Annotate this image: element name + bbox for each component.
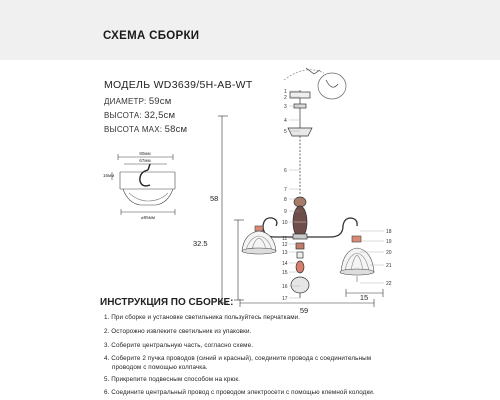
part-number-18: 18 — [386, 229, 392, 235]
instruction-step: 3. Соберите центральную часть, согласно схеме. — [104, 342, 254, 349]
part-number-7: 7 — [284, 187, 287, 193]
part-number-19: 19 — [386, 239, 392, 245]
part-number-13: 13 — [282, 250, 288, 256]
part-number-17: 17 — [282, 296, 288, 302]
part-number-3: 3 — [284, 104, 287, 110]
instruction-step: 1. При сборке и установке светильника пользуйтесь перчатками. — [104, 314, 301, 321]
part-number-21: 21 — [386, 263, 392, 269]
part-number-22: 22 — [386, 281, 392, 287]
detail-dim-side: 16мм — [103, 173, 115, 178]
detail-dim-bottom: ⌀95мм — [141, 215, 155, 220]
part-number-4: 4 — [284, 118, 287, 124]
part-number-16: 16 — [282, 284, 288, 290]
light-arms — [263, 218, 357, 237]
spec-label: ВЫСОТА: — [104, 111, 142, 120]
left-shade — [242, 226, 276, 254]
instruction-step: 4. Соберите 2 пучка проводов (синий и красный), соедините провода с соединительным — [104, 355, 372, 362]
part-number-20: 20 — [386, 250, 392, 256]
part-number-11: 11 — [282, 236, 288, 242]
part-number-1: 1 — [284, 89, 287, 95]
part-number-8: 8 — [284, 197, 287, 203]
central-body — [291, 197, 309, 298]
spec-value: 32,5см — [144, 110, 176, 121]
model-number: МОДЕЛЬ WD3639/5H-AB-WT — [104, 79, 253, 91]
part-number-14: 14 — [282, 261, 288, 267]
instruction-step: 5. Прикрепите подвесным способом на крюк. — [104, 376, 241, 383]
detail-dim-mid: 67мм — [139, 158, 151, 163]
instruction-step: проводом с помощью колпачка. — [112, 364, 208, 371]
part-number-15: 15 — [282, 270, 288, 276]
part-number-5: 5 — [284, 129, 287, 135]
dim-arm: 15 — [359, 293, 369, 302]
detail-dim-top: 80мм — [139, 151, 151, 156]
ceiling-mount — [284, 68, 346, 195]
canopy-detail — [112, 154, 175, 215]
spec-value: 59см — [148, 96, 172, 107]
instructions-title: ИНСТРУКЦИЯ ПО СБОРКЕ: — [100, 297, 234, 308]
dim-diameter: 59 — [299, 306, 309, 315]
part-number-10: 10 — [282, 220, 288, 226]
instruction-step: 6. Соедините центральный провод с проводом электросети с помощью клемной колодки. — [104, 389, 375, 396]
part-number-2: 2 — [284, 95, 287, 101]
right-shade — [340, 236, 374, 282]
dim-height: 32.5 — [193, 239, 208, 248]
spec-value: 58см — [164, 124, 188, 135]
page-title: СХЕМА СБОРКИ — [103, 30, 200, 42]
part-number-6: 6 — [284, 168, 287, 174]
instruction-step: 2. Осторожно извлеките светильник из упаковки. — [104, 328, 252, 335]
part-number-12: 12 — [282, 242, 288, 248]
spec-label: ДИАМЕТР: — [104, 97, 147, 106]
part-number-9: 9 — [284, 209, 287, 215]
spec-label: ВЫСОТА MAX: — [104, 125, 163, 134]
dim-height-max: 58 — [210, 194, 219, 203]
